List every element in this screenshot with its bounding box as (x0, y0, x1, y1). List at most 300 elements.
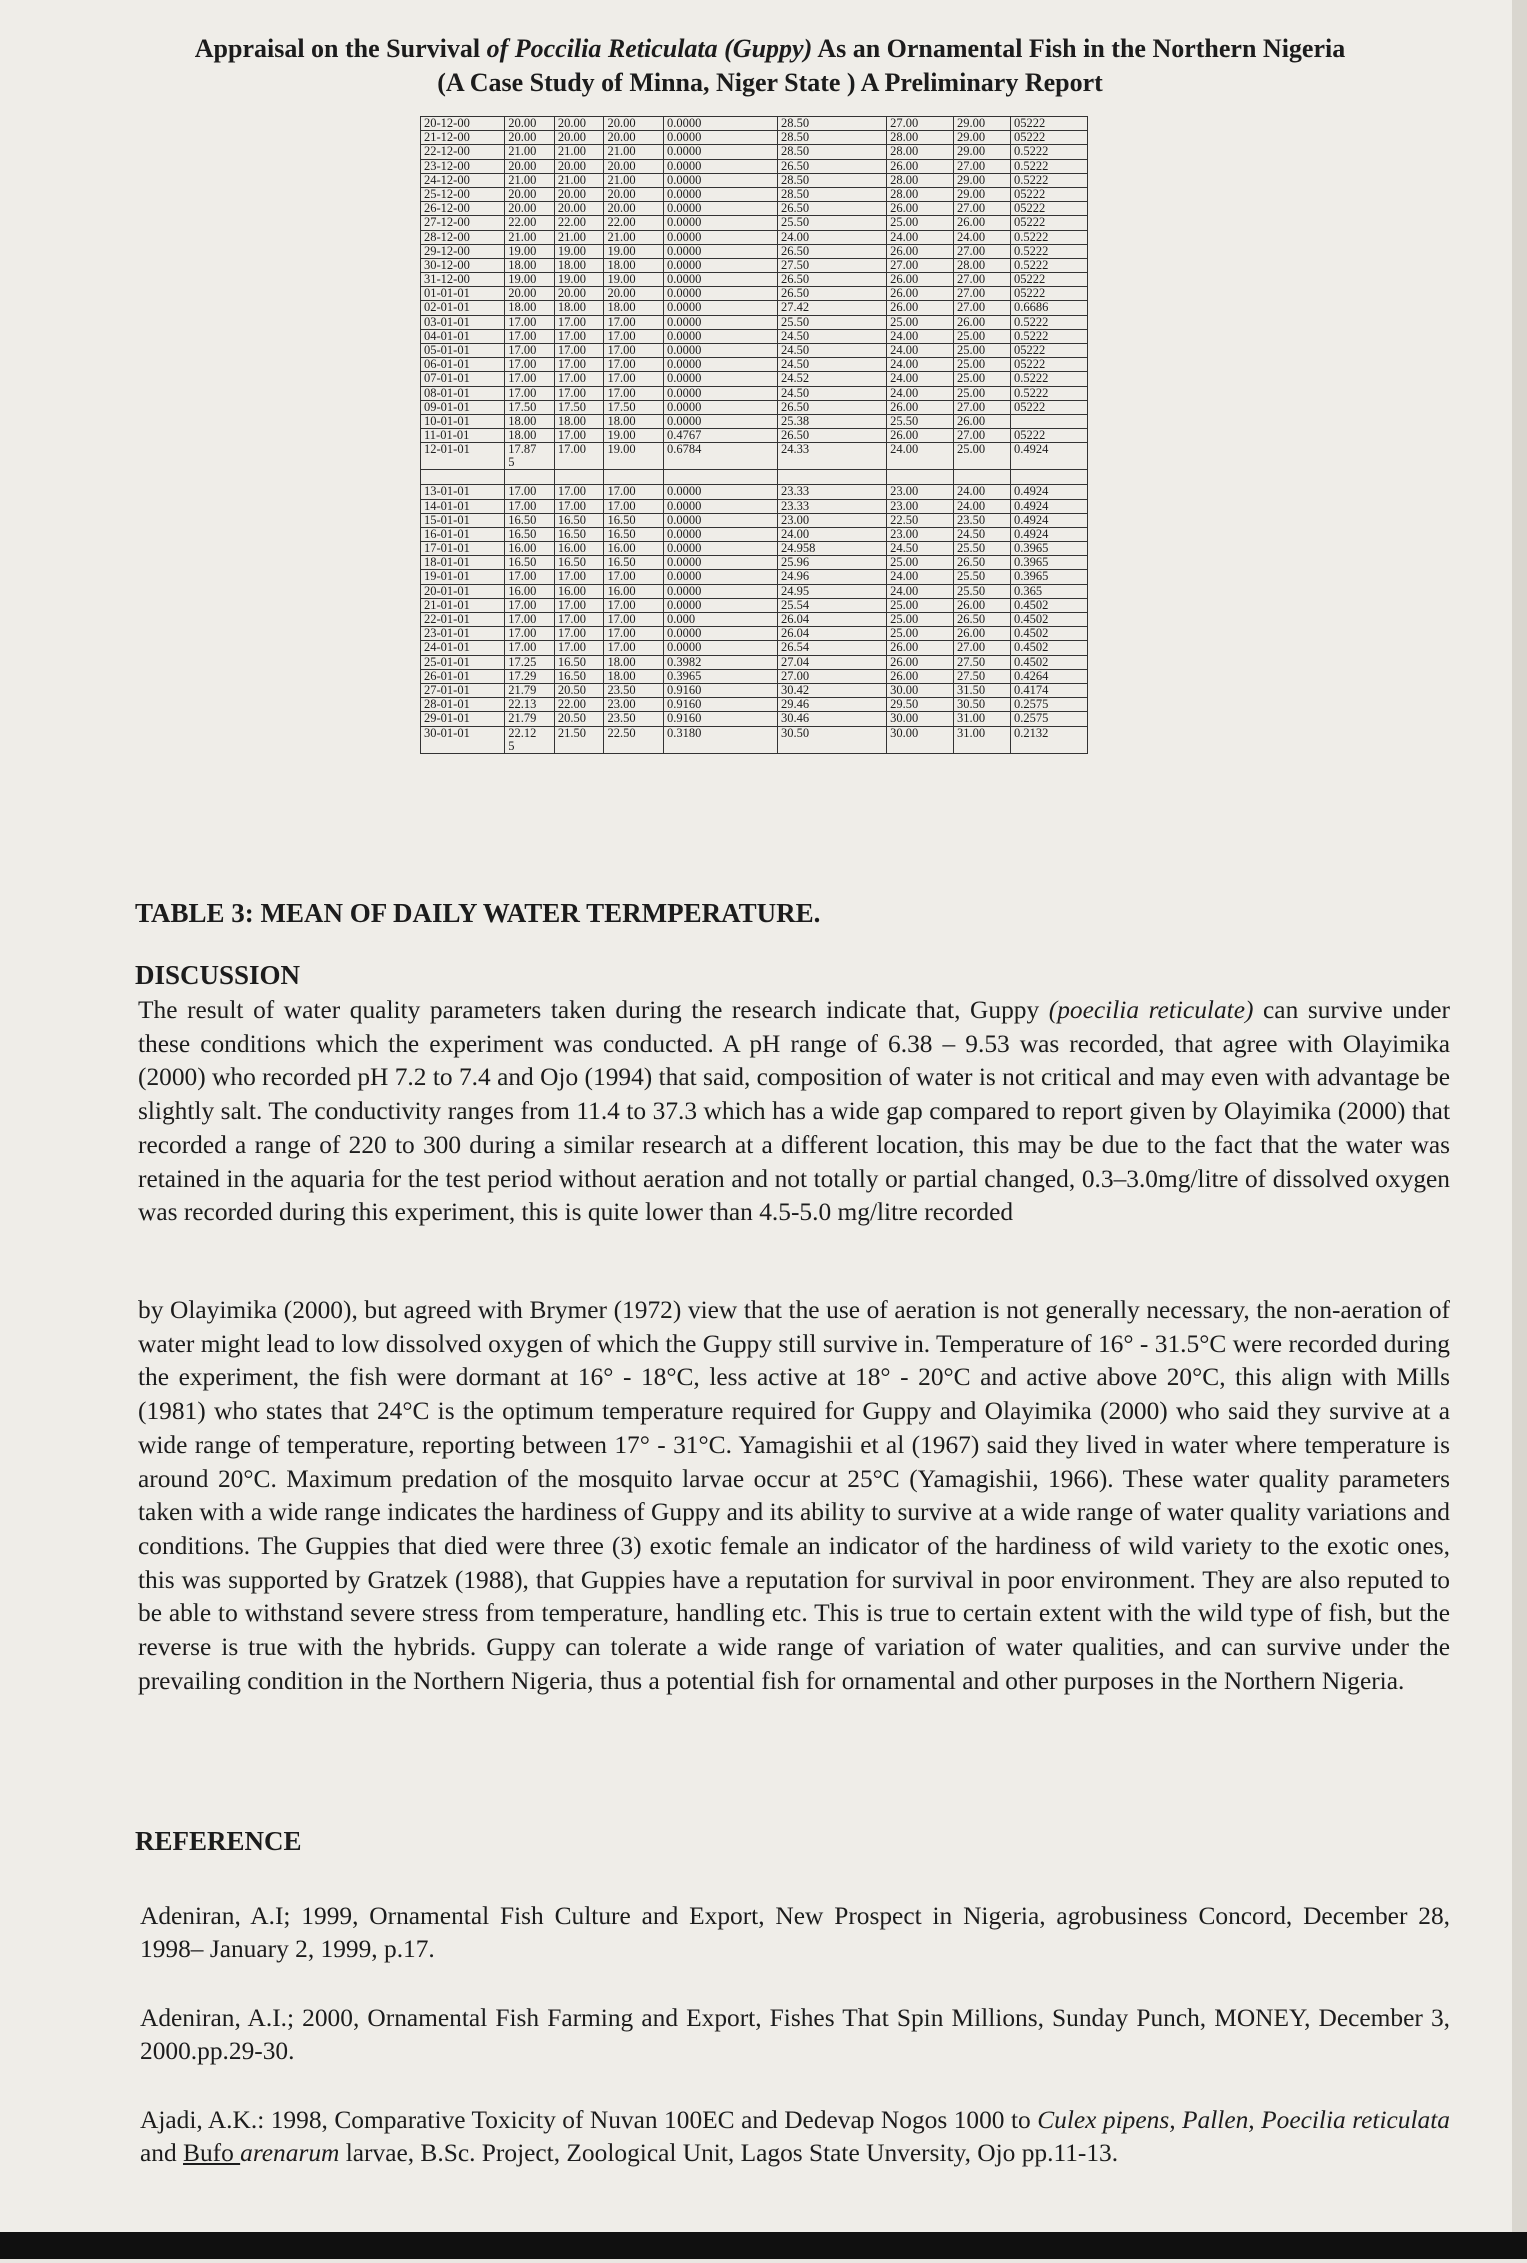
table-cell: 26.00 (887, 400, 954, 414)
table-cell: 18.00 (554, 414, 604, 428)
table-cell: 0.4924 (1011, 513, 1088, 527)
table-cell: 0.0000 (663, 627, 777, 641)
table-cell: 19.00 (554, 273, 604, 287)
table-cell: 25.54 (778, 598, 887, 612)
table-gap-row (421, 470, 1088, 485)
table-cell: 18.00 (505, 301, 555, 315)
table-cell: 0.0000 (663, 386, 777, 400)
table-cell: 25.50 (887, 414, 954, 428)
table-cell: 23.00 (604, 698, 664, 712)
table-cell: 30.46 (778, 712, 887, 726)
table-cell: 05222 (1011, 216, 1088, 230)
table-cell: 0.4264 (1011, 669, 1088, 683)
table-cell: 20.00 (604, 117, 664, 131)
table-cell: 24.00 (887, 372, 954, 386)
table-cell: 16.00 (554, 584, 604, 598)
table-cell: 17.00 (505, 613, 555, 627)
table-cell: 25.50 (954, 542, 1011, 556)
table-cell: 25.00 (954, 443, 1011, 470)
table-cell: 21.79 (505, 712, 555, 726)
table-cell: 17.00 (505, 598, 555, 612)
table-cell: 0.5222 (1011, 372, 1088, 386)
table-cell: 0.3965 (1011, 556, 1088, 570)
table-cell: 24.00 (954, 230, 1011, 244)
table-cell: 17.00 (505, 485, 555, 499)
table-cell: 17.00 (505, 386, 555, 400)
table-cell: 26.00 (954, 216, 1011, 230)
table-cell: 30-01-01 (421, 726, 505, 753)
table-cell: 18.00 (505, 429, 555, 443)
table-cell: 28-12-00 (421, 230, 505, 244)
table-cell: 0.9160 (663, 712, 777, 726)
table-cell: 17.00 (604, 641, 664, 655)
table-row (421, 358, 1088, 372)
table-cell: 26.00 (887, 669, 954, 683)
table-cell: 0.0000 (663, 145, 777, 159)
table-cell: 17.00 (554, 386, 604, 400)
table-cell: 16.50 (505, 527, 555, 541)
table-cell: 17.00 (554, 641, 604, 655)
table-row (421, 584, 1088, 598)
table-cell: 20.00 (604, 187, 664, 201)
table-cell: 23.00 (778, 513, 887, 527)
reference-item: Ajadi, A.K.: 1998, Comparative Toxicity of Nuvan 100EC and Dedevap Nogos 1000 to Culex pipens, Pallen, Poecilia reticulata and Bufo arenarum larvae, B.Sc. Project, Zoological Unit, Lagos State Unversity, Ojo pp.11-13. (140, 2106, 1450, 2167)
table-cell: 0.0000 (663, 584, 777, 598)
table-cell: 05-01-01 (421, 344, 505, 358)
table-caption: TABLE 3: MEAN OF DAILY WATER TERMPERATURE. (135, 898, 821, 928)
table-cell: 27.00 (954, 400, 1011, 414)
table-cell: 17.00 (505, 358, 555, 372)
table-cell: 26.54 (778, 641, 887, 655)
table-row (421, 244, 1088, 258)
table-cell: 25.50 (778, 216, 887, 230)
table-cell: 17.00 (604, 315, 664, 329)
title-species-italic: of Poccilia Reticulata (Guppy) (486, 34, 813, 63)
table-cell: 28.50 (778, 117, 887, 131)
table-cell: 23.00 (887, 499, 954, 513)
table-cell: 18.00 (505, 414, 555, 428)
table-cell: 26.50 (778, 400, 887, 414)
table-cell: 24.00 (887, 584, 954, 598)
table-cell: 30.42 (778, 683, 887, 697)
table-cell: 0.5222 (1011, 173, 1088, 187)
table-cell: 17.00 (604, 344, 664, 358)
table-cell: 26.04 (778, 627, 887, 641)
table-cell: 0.0000 (663, 117, 777, 131)
table-cell: 20-12-00 (421, 117, 505, 131)
table-cell: 20.00 (554, 159, 604, 173)
table-cell: 17.00 (554, 372, 604, 386)
table-cell: 16.50 (554, 527, 604, 541)
table-cell: 0.0000 (663, 287, 777, 301)
table-cell: 19.00 (505, 244, 555, 258)
table-block-1 (421, 117, 1088, 470)
table-cell: 22.00 (554, 216, 604, 230)
table-cell: 21-01-01 (421, 598, 505, 612)
table-cell: 0.0000 (663, 173, 777, 187)
table-row (421, 683, 1088, 697)
table-cell: 26-12-00 (421, 202, 505, 216)
table-row (421, 542, 1088, 556)
table-cell: 0.0000 (663, 598, 777, 612)
table-cell: 22.00 (554, 698, 604, 712)
table-cell: 26-01-01 (421, 669, 505, 683)
table-cell: 0.4924 (1011, 499, 1088, 513)
table-cell: 19.00 (604, 429, 664, 443)
table-cell: 27.00 (954, 273, 1011, 287)
table-cell: 18.00 (604, 414, 664, 428)
table-cell: 26.00 (887, 202, 954, 216)
table-cell: 25.96 (778, 556, 887, 570)
table-cell: 20.00 (505, 159, 555, 173)
table-cell: 20.00 (554, 117, 604, 131)
table-cell: 26.00 (954, 315, 1011, 329)
table-cell: 26.04 (778, 613, 887, 627)
table-cell: 27.50 (954, 669, 1011, 683)
table-cell: 30.50 (778, 726, 887, 753)
table-cell: 0.2575 (1011, 698, 1088, 712)
table-cell: 27.00 (887, 117, 954, 131)
table-cell: 17.00 (554, 358, 604, 372)
table-cell: 17.00 (554, 429, 604, 443)
table-row (421, 556, 1088, 570)
table-cell: 23.33 (778, 485, 887, 499)
table-cell: 17.00 (604, 499, 664, 513)
table-cell: 26.50 (778, 159, 887, 173)
table-cell: 0.0000 (663, 273, 777, 287)
table-cell: 24-12-00 (421, 173, 505, 187)
table-row (421, 173, 1088, 187)
table-cell: 18.00 (604, 301, 664, 315)
table-cell: 24.00 (887, 358, 954, 372)
table-cell: 24.00 (887, 329, 954, 343)
table-cell: 0.3965 (1011, 570, 1088, 584)
table-row (421, 443, 1088, 470)
table-cell: 24.96 (778, 570, 887, 584)
table-cell: 17.00 (505, 372, 555, 386)
table-cell: 21.00 (554, 173, 604, 187)
table-cell: 16.50 (505, 513, 555, 527)
table-cell: 27.04 (778, 655, 887, 669)
table-cell: 24.00 (954, 499, 1011, 513)
table-cell: 17.00 (505, 344, 555, 358)
table-cell: 31-12-00 (421, 273, 505, 287)
table-cell: 27.00 (954, 244, 1011, 258)
table-cell: 26.00 (887, 244, 954, 258)
table-cell: 22.13 (505, 698, 555, 712)
table-row (421, 216, 1088, 230)
table-cell: 17.00 (554, 344, 604, 358)
table-cell: 26.50 (778, 273, 887, 287)
table-cell: 24.50 (778, 329, 887, 343)
table-cell: 30.00 (887, 712, 954, 726)
table-cell: 0.0000 (663, 344, 777, 358)
table-cell: 24.00 (778, 230, 887, 244)
table-cell: 26.50 (778, 202, 887, 216)
table-cell: 0.4924 (1011, 527, 1088, 541)
table-cell: 02-01-01 (421, 301, 505, 315)
table-row (421, 527, 1088, 541)
table-cell: 27.42 (778, 301, 887, 315)
table-cell: 0.5222 (1011, 145, 1088, 159)
table-cell: 27.00 (954, 301, 1011, 315)
table-cell: 24.958 (778, 542, 887, 556)
table-cell: 24.50 (954, 527, 1011, 541)
table-cell: 0.6686 (1011, 301, 1088, 315)
table-cell: 17.00 (554, 627, 604, 641)
table-cell: 28.50 (778, 187, 887, 201)
table-cell: 05222 (1011, 287, 1088, 301)
table-cell: 31.50 (954, 683, 1011, 697)
table-cell: 29.00 (954, 117, 1011, 131)
table-cell: 0.4924 (1011, 485, 1088, 499)
table-row (421, 258, 1088, 272)
table-row (421, 613, 1088, 627)
table-block-2 (421, 485, 1088, 753)
table-row (421, 499, 1088, 513)
table-cell: 17.00 (604, 627, 664, 641)
table-cell: 18.00 (604, 669, 664, 683)
table-cell: 28.00 (954, 258, 1011, 272)
table-cell: 26.00 (887, 273, 954, 287)
table-cell: 20.50 (554, 712, 604, 726)
table-cell: 0.0000 (663, 258, 777, 272)
table-cell: 10-01-01 (421, 414, 505, 428)
table-cell: 25-12-00 (421, 187, 505, 201)
table-cell: 25.38 (778, 414, 887, 428)
table-cell: 0.4502 (1011, 613, 1088, 627)
table-cell: 24-01-01 (421, 641, 505, 655)
table-cell: 0.365 (1011, 584, 1088, 598)
table-cell: 0.4767 (663, 429, 777, 443)
table-cell: 23.33 (778, 499, 887, 513)
table-cell: 20.00 (604, 202, 664, 216)
table-cell: 24.00 (887, 570, 954, 584)
table-cell: 0.0000 (663, 499, 777, 513)
table-cell: 0.0000 (663, 542, 777, 556)
table-cell: 25.00 (954, 358, 1011, 372)
table-cell: 16.50 (505, 556, 555, 570)
table-cell: 26.00 (954, 627, 1011, 641)
table-cell: 0.2132 (1011, 726, 1088, 753)
table-row (421, 159, 1088, 173)
table-cell: 0.6784 (663, 443, 777, 470)
table-cell: 17.29 (505, 669, 555, 683)
table-cell: 24.00 (887, 230, 954, 244)
table-cell: 16.50 (604, 527, 664, 541)
table-cell: 28.00 (887, 173, 954, 187)
table-cell: 18.00 (505, 258, 555, 272)
table-cell: 0.0000 (663, 202, 777, 216)
table-cell: 26.50 (778, 287, 887, 301)
water-temperature-table (420, 116, 1088, 754)
table-gap (421, 470, 1088, 485)
table-cell: 05222 (1011, 400, 1088, 414)
table-cell: 27.00 (954, 641, 1011, 655)
table-cell: 0.0000 (663, 329, 777, 343)
discussion-paragraph-2: by Olayimika (2000), but agreed with Brymer (1972) view that the use of aeration is not generally necessary, the non-aeration of water might lead to low dissolved oxygen of which the Guppy still survive in. Temperature of 16° - 31.5°C were recorded during the experiment, the fish were dormant at 16° - 18°C, less active at 18° - 20°C and active above 20°C, this align with Mills (1981) who states that 24°C is the optimum temperature required for Guppy and Olayimika (2000) who said they survive at a wide range of temperature, reporting between 17° - 31°C. Yamagishii et al (1967) said they lived in water where temperature is around 20°C. Maximum predation of the mosquito larvae occur at 25°C (Yamagishii, 1966). These water quality parameters taken with a wide range indicates the hardiness of Guppy and its ability to survive at a wide range of water quality variations and conditions. The Guppies that died were three (3) exotic female an indicator of the hardiness of wild variety to the exotic ones, this was supported by Gratzek (1988), that Guppies have a reputation for survival in poor environment. They are also reputed to be able to withstand severe stress from temperature, handling etc. This is true to certain extent with the wild type of fish, but the reverse is true with the hybrids. Guppy can tolerate a wide range of variation of water qualities, and can survive under the prevailing condition in the Northern Nigeria, thus a potential fish for ornamental and other purposes in the Northern Nigeria. (138, 1296, 1450, 1695)
table-cell: 20.00 (505, 287, 555, 301)
table-cell: 16.00 (604, 542, 664, 556)
table-cell: 20.00 (554, 287, 604, 301)
table-row (421, 386, 1088, 400)
table-cell: 17.00 (604, 329, 664, 343)
page-edge (1512, 0, 1527, 2232)
table-cell: 24.33 (778, 443, 887, 470)
table-cell: 0.4174 (1011, 683, 1088, 697)
table-cell: 28.50 (778, 173, 887, 187)
table-row (421, 145, 1088, 159)
table-cell: 01-01-01 (421, 287, 505, 301)
table-cell (1011, 414, 1088, 428)
table-cell: 21.00 (505, 230, 555, 244)
table-cell: 09-01-01 (421, 400, 505, 414)
table-cell: 28.00 (887, 145, 954, 159)
table-cell: 28.50 (778, 131, 887, 145)
table-cell: 30.00 (887, 683, 954, 697)
table-row (421, 187, 1088, 201)
table-cell: 25.00 (887, 315, 954, 329)
table-cell: 16.50 (554, 655, 604, 669)
table-cell: 23.50 (604, 712, 664, 726)
table-cell: 25.00 (954, 386, 1011, 400)
table-cell: 18.00 (554, 258, 604, 272)
table-cell: 05222 (1011, 358, 1088, 372)
table-cell: 0.4924 (1011, 443, 1088, 470)
table-cell: 05222 (1011, 202, 1088, 216)
table-cell: 29.50 (887, 698, 954, 712)
reference-item: Adeniran, A.I.; 2000, Ornamental Fish Farming and Export, Fishes That Spin Millions, Sunday Punch, MONEY, December 3, 2000.pp.29-30. (140, 2004, 1450, 2065)
table-cell: 16.50 (604, 513, 664, 527)
table-cell: 17.00 (604, 570, 664, 584)
table-cell: 25.50 (778, 315, 887, 329)
table-cell: 0.5222 (1011, 329, 1088, 343)
table-cell: 22.00 (604, 216, 664, 230)
table-cell: 19.00 (505, 273, 555, 287)
table-cell: 24.00 (778, 527, 887, 541)
table-cell: 30.00 (887, 726, 954, 753)
table-row (421, 230, 1088, 244)
table-cell: 0.3965 (1011, 542, 1088, 556)
table-row (421, 712, 1088, 726)
table-cell: 31.00 (954, 726, 1011, 753)
table-cell: 0.9160 (663, 698, 777, 712)
table-row (421, 315, 1088, 329)
table-cell: 25.00 (887, 627, 954, 641)
table-cell: 28.00 (887, 187, 954, 201)
table-cell: 14-01-01 (421, 499, 505, 513)
table-cell: 17.00 (554, 485, 604, 499)
table-cell: 25.50 (954, 570, 1011, 584)
table-cell: 21.00 (604, 230, 664, 244)
table-cell: 20.00 (505, 131, 555, 145)
table-cell: 0.2575 (1011, 712, 1088, 726)
table-cell: 20.00 (505, 117, 555, 131)
table-cell: 18.00 (604, 655, 664, 669)
table-cell: 26.50 (778, 244, 887, 258)
table-row (421, 202, 1088, 216)
table-cell: 16.50 (604, 556, 664, 570)
table-cell: 29.00 (954, 145, 1011, 159)
table-cell: 07-01-01 (421, 372, 505, 386)
table-cell: 26.00 (887, 159, 954, 173)
table-cell: 20.00 (604, 287, 664, 301)
discussion-heading: DISCUSSION (135, 960, 301, 990)
table-cell: 23.00 (887, 485, 954, 499)
table-row (421, 329, 1088, 343)
table-cell: 24.52 (778, 372, 887, 386)
table-cell: 16.00 (505, 584, 555, 598)
table-cell: 0.5222 (1011, 159, 1088, 173)
table-cell: 24.95 (778, 584, 887, 598)
table-cell: 17.00 (554, 329, 604, 343)
table-cell: 0.0000 (663, 131, 777, 145)
table-cell: 22-12-00 (421, 145, 505, 159)
table-cell: 17.00 (554, 598, 604, 612)
table-cell: 20.00 (505, 187, 555, 201)
table-cell: 17.87 5 (505, 443, 555, 470)
table-cell: 29.46 (778, 698, 887, 712)
table-cell: 18.00 (554, 301, 604, 315)
table-cell: 0.0000 (663, 230, 777, 244)
table-cell: 24.00 (954, 485, 1011, 499)
table-cell: 16.50 (554, 556, 604, 570)
table-cell: 17.00 (554, 613, 604, 627)
table-cell: 17.25 (505, 655, 555, 669)
table-cell: 20.00 (604, 131, 664, 145)
table-cell: 0.5222 (1011, 386, 1088, 400)
table-cell: 30-12-00 (421, 258, 505, 272)
table-cell: 12-01-01 (421, 443, 505, 470)
table-cell: 26.00 (954, 598, 1011, 612)
table-cell: 22.00 (505, 216, 555, 230)
table-cell: 24.00 (887, 386, 954, 400)
table-cell: 17.00 (505, 570, 555, 584)
scan-border (0, 2232, 1527, 2259)
table-cell: 17.00 (604, 613, 664, 627)
table-cell: 24.00 (887, 443, 954, 470)
table-row (421, 513, 1088, 527)
table-cell: 26.00 (887, 655, 954, 669)
table-cell: 17-01-01 (421, 542, 505, 556)
table-cell: 22.50 (887, 513, 954, 527)
table-cell: 29.00 (954, 131, 1011, 145)
table-cell: 30.50 (954, 698, 1011, 712)
table-cell: 0.9160 (663, 683, 777, 697)
table-cell: 0.0000 (663, 244, 777, 258)
table-cell: 0.0000 (663, 513, 777, 527)
table-cell: 28.00 (887, 131, 954, 145)
table-cell: 26.00 (887, 641, 954, 655)
table-cell: 0.0000 (663, 301, 777, 315)
table-cell: 20.00 (554, 131, 604, 145)
table-cell: 17.00 (554, 315, 604, 329)
table-cell: 27.50 (954, 655, 1011, 669)
table-cell: 0.000 (663, 613, 777, 627)
title-line-2: (A Case Study of Minna, Niger State ) A Preliminary Report (437, 68, 1103, 97)
table-row (421, 344, 1088, 358)
table-cell: 20.00 (505, 202, 555, 216)
table-cell: 17.00 (604, 372, 664, 386)
table-cell: 23-12-00 (421, 159, 505, 173)
table-cell: 25.00 (887, 556, 954, 570)
table-cell: 26.00 (887, 429, 954, 443)
table-cell: 29.00 (954, 187, 1011, 201)
reference-heading: REFERENCE (135, 1826, 302, 1856)
table-row (421, 301, 1088, 315)
table-cell: 25.00 (887, 598, 954, 612)
table-cell: 20.00 (554, 202, 604, 216)
